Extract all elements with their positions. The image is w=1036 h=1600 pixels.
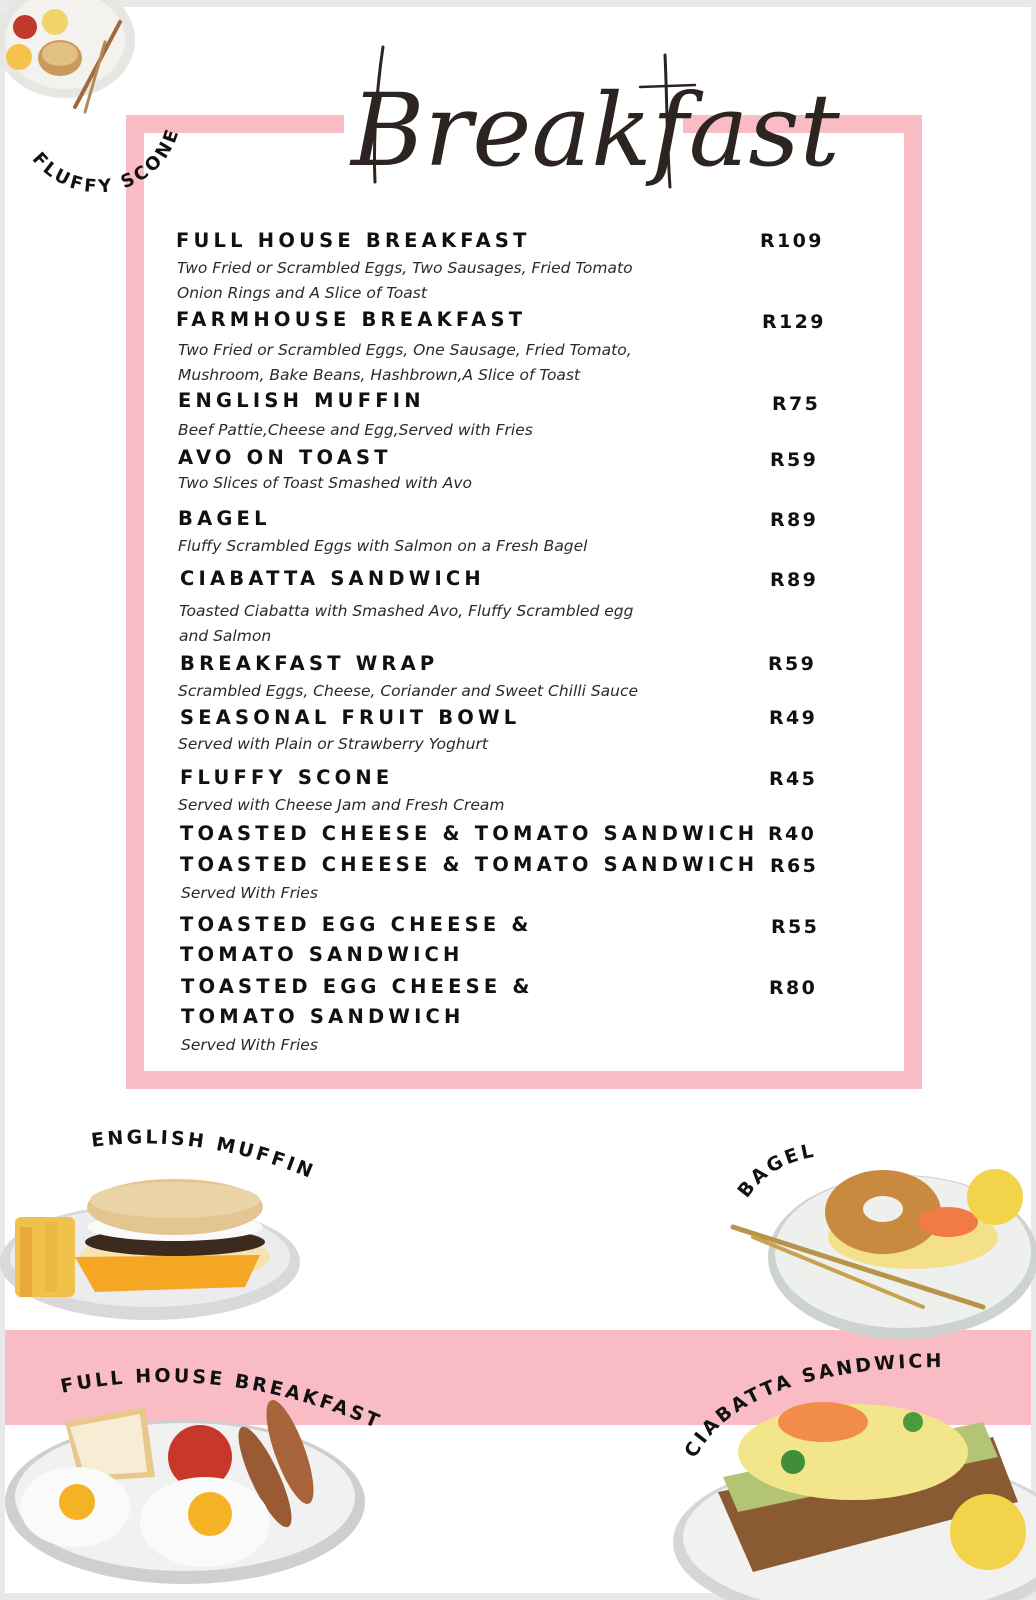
item-price: R59	[770, 449, 819, 471]
item-description: Served With Fries	[181, 884, 318, 902]
svg-text:CIABATTA SANDWICH	[680, 1350, 944, 1462]
menu-title-text: Breakfast	[351, 72, 840, 189]
item-description: Scrambled Eggs, Cheese, Coriander and Sweet Chilli Sauce	[178, 682, 639, 700]
ciabatta-label	[673, 1337, 973, 1477]
item-price: R49	[769, 707, 818, 729]
menu-title	[345, 37, 840, 207]
item-description: Two Fried or Scrambled Eggs, One Sausage, Fried Tomato, Mushroom, Bake Beans, Hashbrown,A Slice of Toast	[178, 341, 632, 384]
bagel-label-text: BAGEL	[733, 1139, 819, 1202]
item-name: FARMHOUSE BREAKFAST	[176, 308, 527, 331]
item-description: Beef Pattie,Cheese and Egg,Served with Fries	[178, 421, 533, 439]
english-muffin-label-text: ENGLISH MUFFIN	[90, 1126, 319, 1184]
english-muffin-label	[80, 1117, 340, 1207]
item-price: R80	[769, 977, 818, 999]
menu-page	[5, 7, 1031, 1593]
full-house-label-text: FULL HOUSE BREAKFAST	[58, 1365, 385, 1434]
item-description: Toasted Ciabatta with Smashed Avo, Fluffy Scrambled egg and Salmon	[179, 602, 634, 645]
item-price: R75	[772, 393, 821, 415]
item-name: FULL HOUSE BREAKFAST	[176, 229, 531, 252]
item-price: R109	[760, 230, 824, 252]
ciabatta-label-text: CIABATTA SANDWICH	[680, 1349, 945, 1462]
item-name: BAGEL	[178, 507, 271, 530]
item-price: R40	[768, 823, 817, 845]
item-name: AVO ON TOAST	[178, 446, 392, 469]
item-name: FLUFFY SCONE	[180, 766, 394, 789]
item-price: R59	[768, 653, 817, 675]
item-price: R55	[771, 916, 820, 938]
item-description: Fluffy Scrambled Eggs with Salmon on a Fresh Bagel	[178, 537, 588, 555]
item-price: R89	[770, 569, 819, 591]
svg-text:FULL HOUSE BREAKFAST	[59, 1365, 385, 1434]
item-name: SEASONAL FRUIT BOWL	[180, 706, 521, 729]
item-price: R65	[770, 855, 819, 877]
item-price: R89	[770, 509, 819, 531]
bagel-label	[733, 1137, 843, 1217]
item-name: CIABATTA SANDWICH	[180, 567, 485, 590]
item-description: Served with Cheese Jam and Fresh Cream	[178, 796, 505, 814]
item-name: TOASTED EGG CHEESE & TOMATO SANDWICH	[180, 913, 533, 966]
item-name: TOASTED EGG CHEESE & TOMATO SANDWICH	[181, 975, 534, 1028]
item-name: TOASTED CHEESE & TOMATO SANDWICH	[180, 853, 759, 876]
fluffy-scone-label	[20, 37, 190, 198]
item-description: Two Slices of Toast Smashed with Avo	[178, 474, 472, 492]
item-price: R45	[769, 768, 818, 790]
item-name: ENGLISH MUFFIN	[178, 389, 425, 412]
svg-text:ENGLISH MUFFIN	[90, 1126, 318, 1183]
item-price: R129	[762, 311, 826, 333]
menu-title-art	[345, 37, 840, 207]
svg-text:BAGEL	[733, 1139, 818, 1201]
item-description: Served With Fries	[181, 1036, 318, 1054]
item-name: BREAKFAST WRAP	[180, 652, 439, 675]
item-description: Served with Plain or Strawberry Yoghurt	[178, 735, 488, 753]
full-house-label	[50, 1347, 410, 1447]
fluffy-scone-label-text: FLUFFY SCONE	[27, 124, 185, 198]
item-description: Two Fried or Scrambled Eggs, Two Sausages, Fried Tomato Onion Rings and A Slice of Toast	[177, 259, 633, 302]
item-name: TOASTED CHEESE & TOMATO SANDWICH	[180, 822, 759, 845]
